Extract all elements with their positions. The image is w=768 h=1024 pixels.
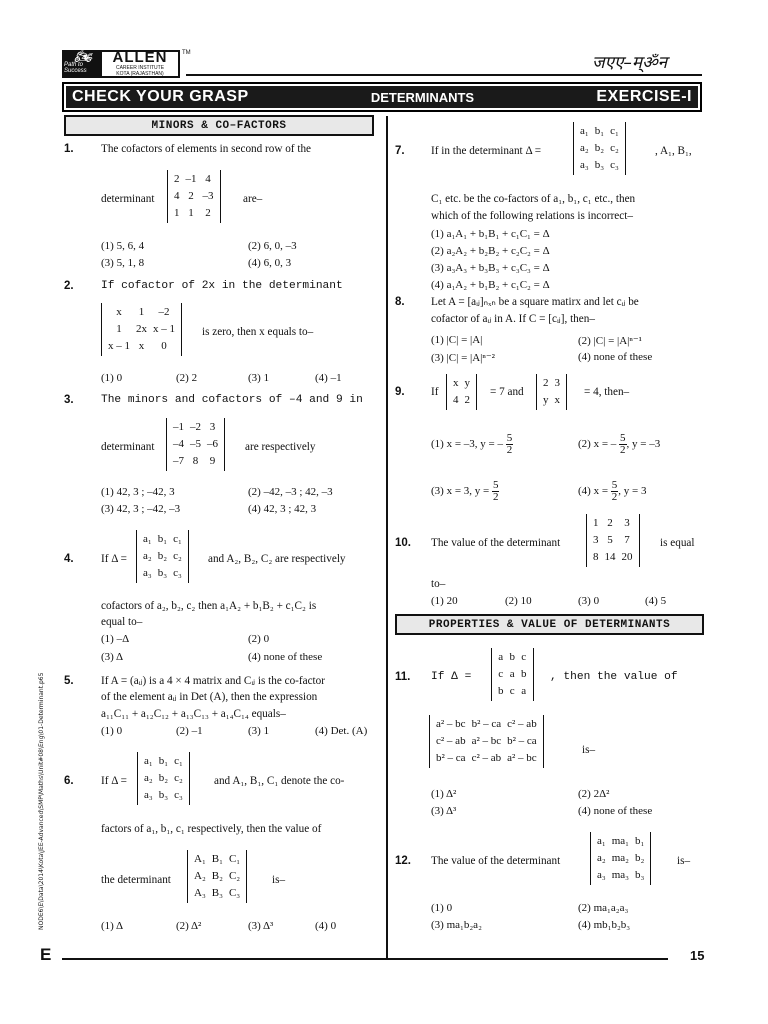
option: (4) none of these xyxy=(578,351,653,363)
option: (1) Δ xyxy=(101,920,124,932)
side-file-path: NODE6\E\Data\2014\Kota\JEE-Advanced\SMP\Maths\Unit#08\Eng\01-Determinant.p65 xyxy=(38,672,45,930)
question-text: is– xyxy=(677,855,691,867)
determinant: a₁ a₂ a₃ b₁ b₂ b₃ c₁ c₂ c₃ xyxy=(137,752,190,805)
question-text: cofactors of a₂, b₂, c₂ then a₁A₂ + b₁B₂ + c₁C₂ is xyxy=(101,600,317,612)
option: (3) Δ³ xyxy=(248,920,274,932)
option: (2) 2Δ² xyxy=(578,788,610,800)
option: (2) –42, –3 ; 42, –3 xyxy=(248,486,333,498)
option: (4) Det. (A) xyxy=(315,725,368,737)
option: (2) |C| = |A|ⁿ⁻¹ xyxy=(578,335,642,347)
option: (4) x = $\frac{5}{2}$ , y = 3 xyxy=(578,479,647,503)
option: (3) |C| = |A|ⁿ⁻² xyxy=(431,352,495,364)
option: (4) 5 xyxy=(645,595,667,607)
banner-topic: DETERMINANTS xyxy=(370,89,475,105)
option: (1) 0 xyxy=(101,725,123,737)
option: (2) Δ² xyxy=(176,920,202,932)
question-text: If xyxy=(431,386,439,398)
question-text: determinant xyxy=(101,193,155,205)
logo-sub2: KOTA (RAJASTHAN) xyxy=(116,71,164,77)
option: (2) 2 xyxy=(176,372,198,384)
option: (3) 5, 1, 8 xyxy=(101,257,145,269)
question-number: 4. xyxy=(64,553,74,565)
question-number: 3. xyxy=(64,394,74,406)
question-text: and A₁, B₁, C₁ denote the co- xyxy=(214,775,345,787)
option: (1) Δ² xyxy=(431,788,457,800)
question-text: and A₂, B₂, C₂ are respectively xyxy=(208,553,346,565)
determinant: a₁ a₂ a₃ b₁ b₂ b₃ c₁ c₂ c₃ xyxy=(573,122,626,175)
question-number: 12. xyxy=(395,855,411,867)
hindi-header: जएए–म्ॐन xyxy=(592,53,668,73)
question-text: is zero, then x equals to– xyxy=(202,326,314,338)
option: (4) 0 xyxy=(315,920,337,932)
question-text: factors of a₁, b₁, c₁ respectively, then the value of xyxy=(101,823,322,835)
allen-logo xyxy=(62,50,180,78)
question-text: determinant xyxy=(101,441,155,453)
option: (1) 42, 3 ; –42, 3 xyxy=(101,486,175,498)
question-number: 5. xyxy=(64,675,74,687)
option: (4) mb₁b₂b₃ xyxy=(578,919,631,931)
option: (2) 10 xyxy=(505,595,532,607)
option: (1) a₁A₁ + b₁B₁ + c₁C₁ = Δ xyxy=(431,228,550,240)
option: (1) 0 xyxy=(101,372,123,384)
question-text: is– xyxy=(272,874,286,886)
fraction: $\frac{5}{2}$ xyxy=(492,479,499,503)
title-banner xyxy=(62,82,702,112)
question-text: If cofactor of 2x in the determinant xyxy=(101,280,343,292)
option: (1) 0 xyxy=(431,902,453,914)
logo-tagline: Path to Success xyxy=(64,62,87,74)
option: (3) 1 xyxy=(248,725,270,737)
determinant: x 1 x – 1 1 2x x –2 x – 1 0 xyxy=(101,303,182,356)
logo-sub1: CAREER INSTITUTE xyxy=(115,65,165,71)
question-text: = 7 and xyxy=(490,386,524,398)
question-text: a₁₁C₁₁ + a₁₂C₁₂ + a₁₃C₁₃ + a₁₄C₁₄ equals– xyxy=(101,708,286,720)
determinant: 2 y 3 x xyxy=(536,374,567,410)
banner-exercise: EXERCISE-I xyxy=(596,88,692,105)
question-number: 10. xyxy=(395,537,411,549)
determinant: a c b b a c c b a xyxy=(491,648,534,701)
option: (3) ma₁b₂a₂ xyxy=(431,919,482,931)
motorbike-icon: 🏍 xyxy=(74,48,92,64)
determinant: a₁ a₂ a₃ ma₁ ma₂ ma₃ b₁ b₂ b₃ xyxy=(590,832,651,885)
option: (3) 1 xyxy=(248,372,270,384)
determinant: –1 –4 –7 –2 –5 8 3 –6 9 xyxy=(166,418,225,471)
option: (4) none of these xyxy=(578,805,653,817)
question-text: The cofactors of elements in second row of the xyxy=(101,143,312,155)
option: (1) x = –3, y = – $\frac{5}{2}$ xyxy=(431,432,513,456)
question-text: C₁ etc. be the co-factors of a₁, b₁, c₁ etc., then xyxy=(431,193,636,205)
option: (3) Δ³ xyxy=(431,805,457,817)
page-number: 15 xyxy=(690,948,705,963)
edge-letter: E xyxy=(40,945,52,964)
option: (4) –1 xyxy=(315,372,342,384)
option: (1) –Δ xyxy=(101,633,130,645)
option: (4) 42, 3 ; 42, 3 xyxy=(248,503,317,515)
banner-left: CHECK YOUR GRASP xyxy=(72,88,249,105)
question-text: = 4, then– xyxy=(584,386,630,398)
question-text: is– xyxy=(582,744,596,756)
question-number: 7. xyxy=(395,145,405,157)
question-text: equal to– xyxy=(101,616,143,628)
question-text: , then the value of xyxy=(550,671,678,683)
question-text: Let A = [aᵢⱼ]ₙₓₙ be a square matirx and let cᵢⱼ be xyxy=(431,296,639,308)
question-text: cofactor of aᵢⱼ in A. If C = [cᵢⱼ], then– xyxy=(431,313,595,325)
option: (1) |C| = |A| xyxy=(431,334,483,346)
question-text: to– xyxy=(431,578,446,590)
question-text: If in the determinant Δ = xyxy=(431,145,542,157)
section-heading-minors: MINORS & CO–FACTORS xyxy=(64,115,374,136)
option: (1) 5, 6, 4 xyxy=(101,240,145,252)
question-text: The value of the determinant xyxy=(431,537,561,549)
fraction: $\frac{5}{2}$ xyxy=(611,479,618,503)
question-text: the determinant xyxy=(101,874,171,886)
question-text: is equal xyxy=(660,537,695,549)
logo-text: ALLEN xyxy=(112,49,168,66)
determinant: 2 4 1 –1 2 1 4 –3 2 xyxy=(167,170,221,223)
question-text: are respectively xyxy=(245,441,316,453)
option: (3) x = 3, y = $\frac{5}{2}$ xyxy=(431,479,499,503)
option: (3) 42, 3 ; –42, –3 xyxy=(101,503,181,515)
question-text: of the element aᵢⱼ in Det (A), then the expression xyxy=(101,691,318,703)
question-text: If Δ = xyxy=(101,775,127,787)
logo-emblem xyxy=(64,48,102,76)
header-rule xyxy=(186,74,702,76)
option: (2) –1 xyxy=(176,725,203,737)
option: (2) 0 xyxy=(248,633,270,645)
determinant: A₁ A₂ A₃ B₁ B₂ B₃ C₁ C₂ C₃ xyxy=(187,850,247,903)
question-text: The minors and cofactors of –4 and 9 in xyxy=(101,394,363,406)
question-number: 11. xyxy=(395,671,411,683)
trademark: TM xyxy=(182,50,191,56)
determinant: a₁ a₂ a₃ b₁ b₂ b₃ c₁ c₂ c₃ xyxy=(136,530,189,583)
question-text: The value of the determinant xyxy=(431,855,561,867)
determinant: x 4 y 2 xyxy=(446,374,477,410)
question-text: are– xyxy=(243,193,263,205)
question-number: 2. xyxy=(64,280,74,292)
option: (1) 20 xyxy=(431,595,458,607)
option: (2) a₂A₂ + b₂B₂ + c₂C₂ = Δ xyxy=(431,245,550,257)
question-text: If Δ = xyxy=(431,671,472,683)
option: (4) a₁A₂ + b₁B₂ + c₁C₂ = Δ xyxy=(431,279,550,291)
option: (4) none of these xyxy=(248,651,323,663)
question-number: 1. xyxy=(64,143,74,155)
question-text: If Δ = xyxy=(101,553,127,565)
option: (3) 0 xyxy=(578,595,600,607)
question-number: 6. xyxy=(64,775,74,787)
option: (2) 6, 0, –3 xyxy=(248,240,297,252)
option: (4) 6, 0, 3 xyxy=(248,257,292,269)
footer-rule xyxy=(62,958,668,960)
option: (3) a₃A₃ + b₃B₃ + c₃C₃ = Δ xyxy=(431,262,550,274)
option: (2) x = – $\frac{5}{2}$ , y = –3 xyxy=(578,432,661,456)
question-number: 9. xyxy=(395,386,405,398)
fraction: $\frac{5}{2}$ xyxy=(620,432,626,456)
section-heading-properties: PROPERTIES & VALUE OF DETERMINANTS xyxy=(395,614,704,635)
determinant: 1 3 8 2 5 14 3 7 20 xyxy=(586,514,640,567)
question-text: , A₁, B₁, xyxy=(655,145,692,157)
question-text: which of the following relations is incorrect– xyxy=(431,210,633,222)
option: (3) Δ xyxy=(101,651,124,663)
determinant: a² – bc c² – ab b² – ca b² – ca a² – bc c² – ab c² – ab b² – ca a² – bc xyxy=(429,715,544,768)
option: (2) ma₁a₂a₃ xyxy=(578,902,629,914)
fraction: $\frac{5}{2}$ xyxy=(506,432,513,456)
question-number: 8. xyxy=(395,296,405,308)
column-divider xyxy=(386,116,388,958)
question-text: If A = (aᵢⱼ) is a 4 × 4 matrix and Cᵢⱼ is the co-factor xyxy=(101,675,325,687)
